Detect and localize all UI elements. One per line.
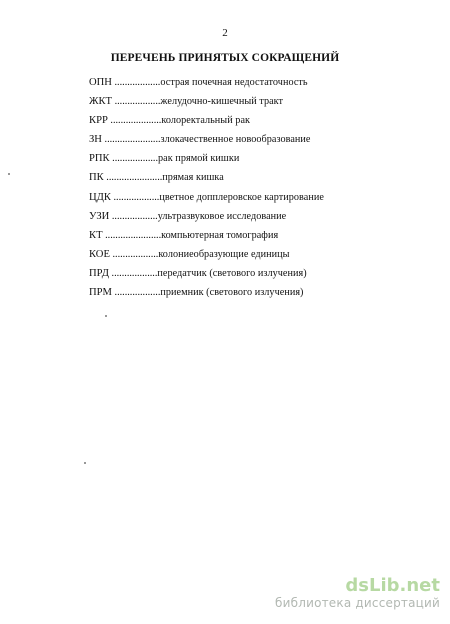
dot-leader: .................. bbox=[114, 77, 161, 88]
abbreviation-definition: ультразвуковое исследование bbox=[157, 210, 287, 222]
abbreviation-definition: колониеобразующие единицы bbox=[158, 248, 290, 260]
page-title: ПЕРЕЧЕНЬ ПРИНЯТЫХ СОКРАЩЕНИЙ bbox=[110, 52, 340, 64]
dot-leader: .................. bbox=[113, 191, 160, 203]
dot-leader: .................. bbox=[114, 287, 161, 299]
abbreviation-definition: компьютерная томография bbox=[161, 229, 279, 241]
abbreviation-term: ПРД bbox=[89, 267, 109, 279]
abbreviation-term: КРР bbox=[89, 115, 108, 127]
abbreviation-list bbox=[89, 76, 389, 305]
abbreviation-term: РПК bbox=[89, 153, 110, 165]
abbreviation-term: ЖКТ bbox=[89, 96, 113, 108]
list-item bbox=[89, 114, 389, 133]
dot-leader: .................. bbox=[112, 153, 158, 165]
list-item bbox=[89, 133, 389, 152]
abbreviation-term: УЗИ bbox=[89, 210, 110, 222]
dot-leader: .................. bbox=[111, 267, 158, 279]
list-item bbox=[89, 248, 389, 267]
dot-leader: .................. bbox=[111, 210, 158, 222]
scan-speck bbox=[8, 173, 10, 175]
abbreviation-definition: желудочно-кишечный тракт bbox=[160, 96, 284, 108]
dot-leader: .................. bbox=[114, 96, 161, 108]
abbreviation-term: ПРМ bbox=[89, 287, 112, 299]
list-item bbox=[89, 95, 389, 114]
list-item bbox=[89, 191, 389, 210]
abbreviation-definition: рак прямой кишки bbox=[158, 153, 240, 165]
list-item bbox=[89, 267, 389, 286]
abbreviation-term: КОЕ bbox=[89, 248, 110, 260]
dot-leader: ...................... bbox=[105, 229, 162, 241]
watermark-subtitle: библиотека диссертаций bbox=[275, 596, 440, 610]
list-item bbox=[89, 171, 389, 190]
dot-leader: .................. bbox=[112, 248, 159, 260]
list-item bbox=[89, 76, 389, 95]
list-item bbox=[89, 210, 389, 229]
abbreviation-term: ЗН bbox=[89, 134, 102, 146]
list-item bbox=[89, 229, 389, 248]
abbreviation-definition: злокачественное новообразование bbox=[160, 134, 311, 146]
abbreviation-definition: приемник (светового излучения) bbox=[160, 287, 304, 299]
dot-leader: ...................... bbox=[106, 172, 163, 184]
dot-leader: .................... bbox=[110, 115, 162, 127]
abbreviation-term: ЦДК bbox=[89, 191, 111, 203]
watermark-logo: dsLib.net bbox=[345, 575, 440, 596]
abbreviation-term: КТ bbox=[89, 229, 103, 241]
abbreviation-definition: передатчик (светового излучения) bbox=[157, 267, 307, 279]
list-item bbox=[89, 286, 389, 305]
page-number: 2 bbox=[222, 27, 228, 39]
abbreviation-term: ОПН bbox=[89, 77, 112, 88]
scan-speck bbox=[105, 315, 107, 317]
scan-speck bbox=[84, 462, 86, 464]
abbreviation-definition: колоректальный рак bbox=[161, 115, 251, 127]
abbreviation-term: ПК bbox=[89, 172, 104, 184]
abbreviation-definition: прямая кишка bbox=[162, 172, 224, 184]
abbreviation-definition: острая почечная недостаточность bbox=[160, 77, 308, 88]
dot-leader: ...................... bbox=[104, 134, 161, 146]
abbreviation-definition: цветное допплеровское картирование bbox=[159, 191, 324, 203]
list-item bbox=[89, 152, 389, 171]
watermark bbox=[275, 577, 440, 611]
